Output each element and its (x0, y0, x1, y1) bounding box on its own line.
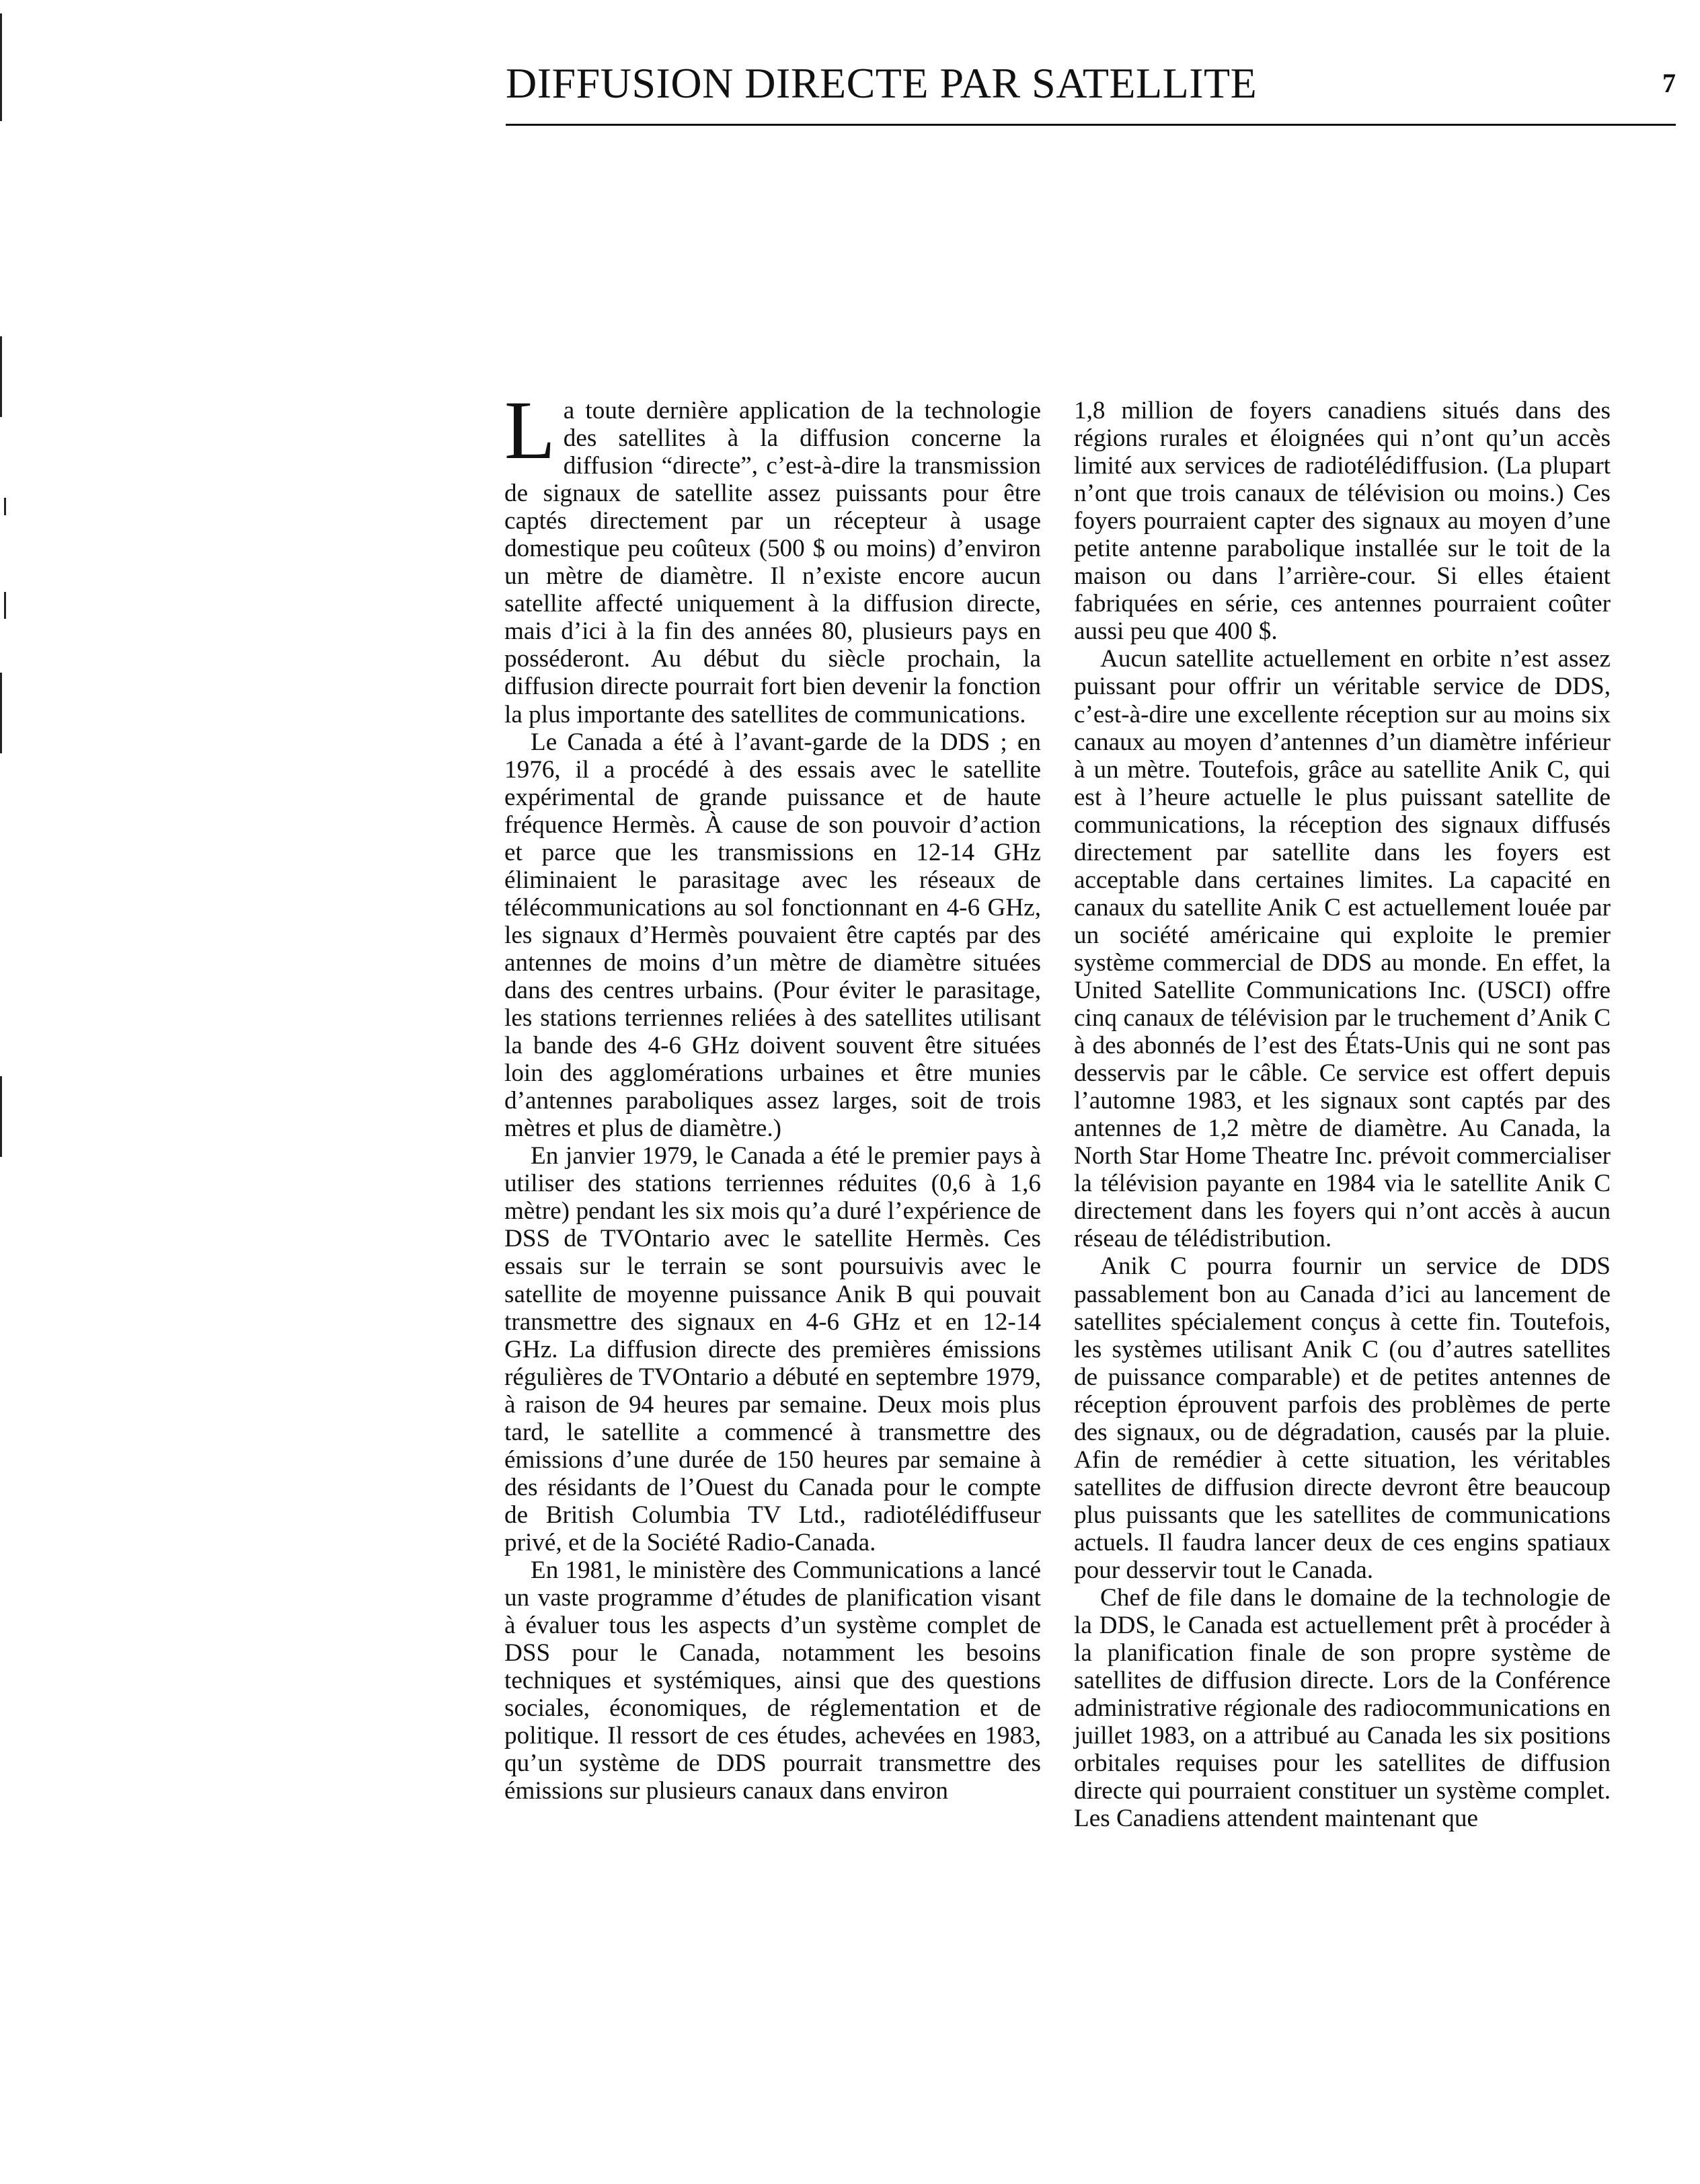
left-column (504, 384, 1041, 1805)
scan-mark (0, 336, 2, 417)
right-column (1074, 397, 1611, 1832)
scan-mark (0, 673, 2, 753)
scan-mark (4, 592, 6, 619)
running-header (506, 55, 1676, 112)
paragraph (504, 384, 1041, 728)
header-rule (506, 124, 1676, 126)
running-title: DIFFUSION DIRECTE PAR SATELLITE (506, 59, 1258, 107)
paragraph: Chef de file dans le domaine de la technologie de la DDS, le Canada est actuellement prêt à procéder à la planification finale de son propre système de satellites de diffusion directe. Lors de la Conférence administrative régionale des radiocommunications en juillet 1983, on a attribué au Canada les six positions orbitales requises pour les satellites de diffusion directe qui pourraient constituer un système complet. Les Canadiens attendent maintenant que (1074, 1584, 1611, 1833)
page-number: 7 (1662, 68, 1676, 98)
paragraph: Anik C pourra fournir un service de DDS passablement bon au Canada d’ici au lancement de satellites spécialement conçus à cette fin. Toutefois, les systèmes utilisant Anik C (ou d’autres satellites de puissance comparable) et de petites antennes de réception éprouvent parfois des problèmes de perte des signaux, ou de dégradation, causés par la pluie. Afin de remédier à cette situation, les véritables satellites de diffusion directe devront être beaucoup plus puissants que les satellites de communications actuels. Il faudra lancer deux de ces engins spatiaux pour desservir tout le Canada. (1074, 1252, 1611, 1584)
paragraph: Aucun satellite actuellement en orbite n’est assez puissant pour offrir un véritable service de DDS, c’est-à-dire une excellente réception sur au moins six canaux au moyen d’antennes d’un diamètre inférieur à un mètre. Toutefois, grâce au satellite Anik C, qui est à l’heure actuelle le plus puissant satellite de communications, la réception des signaux diffusés directement par satellite dans les foyers est acceptable dans certaines limites. La capacité en canaux du satellite Anik C est actuellement louée par un société américaine qui exploite le premier système commercial de DDS au monde. En effet, la United Satellite Communications Inc. (USCI) offre cinq canaux de télévision par le truchement d’Anik C à des abonnés de l’est des États-Unis qui ne sont pas desservis par le câble. Ce service est offert depuis l’automne 1983, et les signaux sont captés par des antennes de 1,2 mètre de diamètre. Au Canada, la North Star Home Theatre Inc. prévoit commercialiser la télévision payante en 1984 via le satellite Anik C directement dans les foyers qui n’ont accès à aucun réseau de télédistribution. (1074, 645, 1611, 1253)
scan-mark (4, 498, 6, 515)
drop-cap: L (504, 384, 555, 476)
paragraph: 1,8 million de foyers canadiens situés dans des régions rurales et éloignées qui n’ont qu’un accès limité aux services de radiotélédiffusion. (La plupart n’ont que trois canaux de télévision ou moins.) Ces foyers pourraient capter des signaux au moyen d’une petite antenne parabolique installée sur le toit de la maison ou dans l’arrière-cour. Si elles étaient fabriquées en série, ces antennes pourraient coûter aussi peu que 400 $. (1074, 397, 1611, 646)
scan-mark (0, 1076, 2, 1157)
paragraph: En 1981, le ministère des Communications a lancé un vaste programme d’études de planification visant à évaluer tous les aspects d’un système complet de DSS pour le Canada, notamment les besoins techniques et systémiques, ainsi que des questions sociales, économiques, de réglementation et de politique. Il ressort de ces études, achevées en 1983, qu’un système de DDS pourrait transmettre des émissions sur plusieurs canaux dans environ (504, 1556, 1041, 1805)
scan-edge-marks (0, 0, 9, 2184)
scan-mark (0, 13, 2, 121)
paragraph-text: a toute dernière application de la technologie des satellites à la diffusion concerne la diffusion “directe”, c’est-à-dire la transmission de signaux de satellite assez puissants pour être captés directement par un récepteur à usage domestique peu coûteux (500 $ ou moins) d’environ un mètre de diamètre. Il n’existe encore aucun satellite affecté uniquement à la diffusion directe, mais d’ici à la fin des années 80, plusieurs pays en posséderont. Au début du siècle prochain, la diffusion directe pourrait fort bien devenir la fonction la plus importante des satellites de communications. (504, 397, 1041, 728)
paragraph: En janvier 1979, le Canada a été le premier pays à utiliser des stations terriennes réduites (0,6 à 1,6 mètre) pendant les six mois qu’a duré l’expérience de DSS de TVOntario avec le satellite Hermès. Ces essais sur le terrain se sont poursuivis avec le satellite de moyenne puissance Anik B qui pouvait transmettre des signaux en 4-6 GHz et en 12-14 GHz. La diffusion directe des premières émissions régulières de TVOntario a débuté en septembre 1979, à raison de 94 heures par semaine. Deux mois plus tard, le satellite a commencé à transmettre des émissions d’une durée de 150 heures par semaine à des résidants de l’Ouest du Canada pour le compte de British Columbia TV Ltd., radiotélédiffuseur privé, et de la Société Radio-Canada. (504, 1142, 1041, 1556)
paragraph: Le Canada a été à l’avant-garde de la DDS ; en 1976, il a procédé à des essais avec le satellite expérimental de grande puissance et de haute fréquence Hermès. À cause de son pouvoir d’action et parce que les transmissions en 12-14 GHz éliminaient le parasitage avec les réseaux de télécommunications au sol fonctionnant en 4-6 GHz, les signaux d’Hermès pouvaient être captés par des antennes de moins d’un mètre de diamètre situées dans des centres urbains. (Pour éviter le parasitage, les stations terriennes reliées à des satellites utilisant la bande des 4-6 GHz doivent souvent être situées loin des agglomérations urbaines et être munies d’antennes paraboliques assez larges, soit de trois mètres et plus de diamètre.) (504, 728, 1041, 1143)
